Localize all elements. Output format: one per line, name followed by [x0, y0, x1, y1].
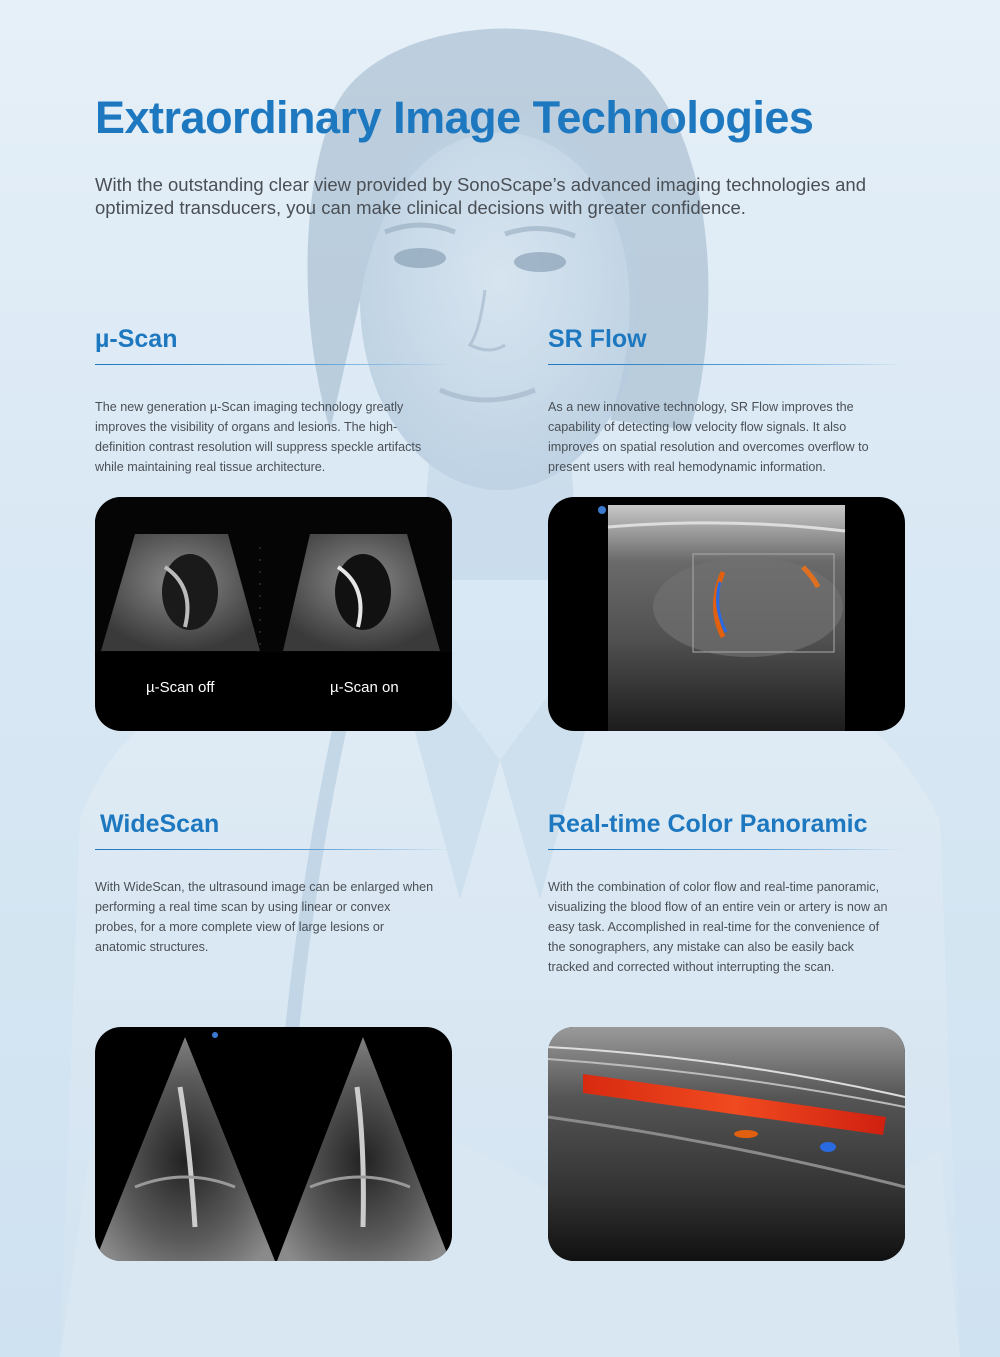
- srflow-ultrasound-image: [548, 497, 905, 731]
- widescan-sector-left: [95, 1037, 275, 1261]
- uscan-description: The new generation µ-Scan imaging technology greatly improves the visibility of organs and lesions. The high-definition contrast resolution will suppress speckle artifacts while maintaining real tissue architecture.: [95, 400, 422, 474]
- page-title: Extraordinary Image Technologies: [95, 92, 814, 143]
- section-uscan: [95, 322, 452, 477]
- panoramic-heading: Real-time Color Panoramic: [548, 810, 868, 838]
- probe-orientation-icon: [598, 506, 606, 514]
- uscan-off-caption: µ-Scan off: [146, 679, 215, 696]
- srflow-divider: [548, 364, 905, 365]
- panoramic-description: With the combination of color flow and real-time panoramic, visualizing the blood flow of an entire vein or artery is now an easy task. Accomplished in real-time for the convenience of the sonographers, any mistake can also be easily back tracked and corrected without interrupting the scan.: [548, 880, 888, 974]
- panoramic-divider: [548, 849, 905, 850]
- section-srflow: [548, 322, 905, 477]
- widescan-heading: WideScan: [100, 810, 220, 838]
- uscan-divider: [95, 364, 452, 365]
- srflow-heading: SR Flow: [548, 325, 647, 353]
- panoramic-ultrasound-image: [548, 1027, 905, 1261]
- intro-paragraph: With the outstanding clear view provided by SonoScape’s advanced imaging technologies and optimized transducers, you can make clinical decisions with greater confidence.: [95, 174, 866, 218]
- uscan-heading: µ-Scan: [95, 325, 178, 353]
- uscan-comparison-image: [95, 497, 452, 731]
- uscan-on-caption: µ-Scan on: [330, 679, 399, 696]
- section-widescan: [95, 807, 452, 957]
- widescan-divider: [95, 849, 452, 850]
- widescan-ultrasound-image: [95, 1027, 452, 1261]
- section-panoramic: [548, 807, 905, 977]
- widescan-description: With WideScan, the ultrasound image can be enlarged when performing a real time scan by using linear or convex probes, for a more complete view of large lesions or anatomic structures.: [95, 880, 434, 954]
- srflow-description: As a new innovative technology, SR Flow improves the capability of detecting low velocity flow signals. It also improves on spatial resolution and overcomes overflow to present users with real hemodynamic information.: [548, 400, 869, 474]
